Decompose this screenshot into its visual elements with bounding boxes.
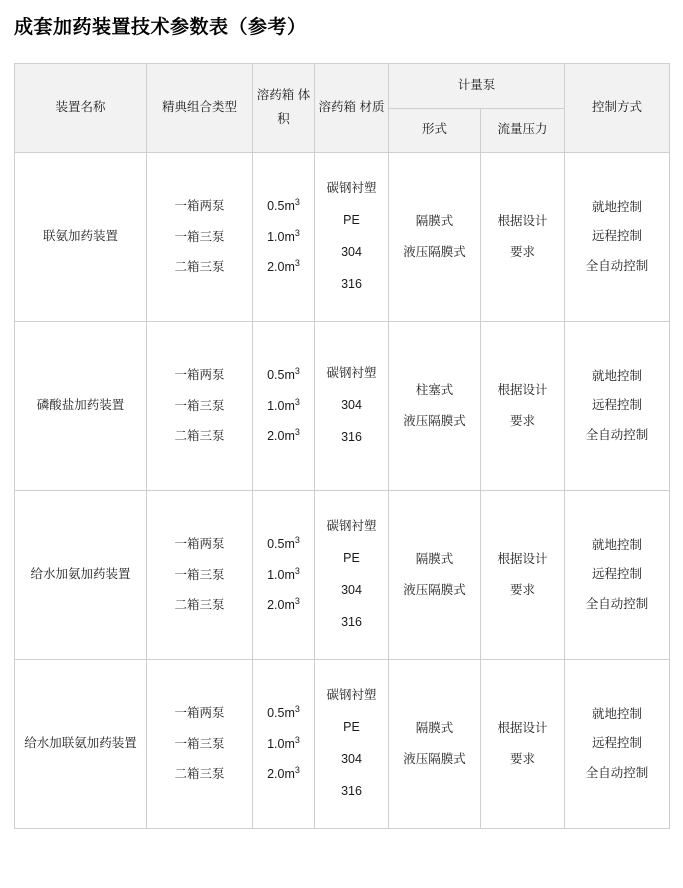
cell-tank-material-line: PE — [343, 720, 360, 735]
cell-combo-type-line: 一箱三泵 — [174, 567, 225, 582]
cell-pump-flow-pressure — [481, 660, 565, 829]
cell-tank-material-line: 304 — [341, 583, 362, 597]
cell-pump-form — [389, 322, 481, 491]
table-header-row-1 — [15, 64, 670, 109]
cell-tank-material-line: 316 — [341, 614, 362, 629]
header-tank-material-line1: 溶药箱 — [318, 100, 356, 115]
cell-pump-form — [389, 153, 481, 322]
cell-combo-type — [147, 153, 253, 322]
cell-control-mode-line: 远程控制 — [592, 229, 643, 244]
cell-tank-material-line: 碳钢衬塑 — [326, 519, 377, 534]
cell-pump-form-line: 液压隔膜式 — [403, 245, 466, 259]
cell-tank-volume — [253, 491, 315, 660]
cell-combo-type-line: 一箱两泵 — [174, 537, 225, 552]
cell-combo-type-line: 一箱三泵 — [174, 736, 225, 751]
cell-pump-form — [389, 491, 481, 660]
cell-control-mode-line: 就地控制 — [592, 706, 643, 721]
header-combo-type: 精典组合类型 — [147, 64, 253, 153]
header-pump-form: 形式 — [389, 108, 481, 153]
cell-tank-volume-line: $2.0m^3$ — [267, 427, 300, 444]
cell-tank-material-line: PE — [343, 551, 360, 566]
cell-combo-type — [147, 322, 253, 491]
cell-control-mode-line: 全自动控制 — [585, 765, 649, 780]
cell-combo-type-line: 二箱三泵 — [174, 598, 225, 613]
cell-pump-flow-pressure — [481, 153, 565, 322]
table-header — [15, 64, 670, 153]
cell-control-mode-line: 全自动控制 — [585, 427, 649, 442]
cell-tank-material — [315, 153, 389, 322]
cell-pump-form-line: 液压隔膜式 — [403, 414, 466, 428]
cell-tank-volume-line: $1.0m^3$ — [267, 734, 300, 751]
cell-tank-material-line: 304 — [341, 245, 362, 259]
spec-table — [14, 63, 670, 829]
header-control-mode: 控制方式 — [565, 64, 670, 153]
cell-tank-material-line: 304 — [341, 752, 362, 766]
cell-control-mode-line: 就地控制 — [592, 199, 643, 214]
cell-combo-type-line: 一箱三泵 — [174, 398, 225, 413]
header-metering-pump: 计量泵 — [389, 64, 565, 109]
cell-tank-material-line: 316 — [341, 276, 362, 291]
table-row — [15, 491, 670, 660]
cell-device-name: 给水加联氨加药装置 — [15, 660, 147, 829]
cell-combo-type-line: 二箱三泵 — [174, 767, 225, 782]
cell-pump-form-line: 隔膜式 — [415, 552, 454, 567]
cell-tank-volume — [253, 322, 315, 491]
cell-combo-type — [147, 491, 253, 660]
cell-tank-material-line: 316 — [341, 783, 362, 798]
header-tank-volume-line1: 溶药箱 — [256, 88, 295, 103]
cell-tank-volume-line: $1.0m^3$ — [267, 565, 300, 582]
cell-control-mode-line: 就地控制 — [592, 537, 643, 552]
cell-tank-volume-line: $1.0m^3$ — [267, 396, 300, 413]
cell-pump-form-line: 柱塞式 — [415, 383, 454, 398]
cell-control-mode — [565, 322, 670, 491]
cell-pump-form — [389, 660, 481, 829]
cell-combo-type-line: 二箱三泵 — [174, 260, 225, 275]
header-pump-flow-pressure: 流量压力 — [481, 108, 565, 153]
cell-tank-material-line: 碳钢衬塑 — [326, 366, 377, 381]
cell-tank-volume-line: $1.0m^3$ — [267, 227, 300, 244]
cell-tank-volume-line: $0.5m^3$ — [267, 534, 300, 552]
cell-combo-type — [147, 660, 253, 829]
header-tank-material-line2: 材质 — [359, 100, 385, 115]
cell-combo-type-line: 二箱三泵 — [174, 429, 225, 444]
cell-control-mode — [565, 660, 670, 829]
header-tank-volume-line2: 体积 — [277, 88, 311, 126]
cell-combo-type-line: 一箱两泵 — [174, 368, 225, 383]
cell-pump-flow-pressure-line: 根据设计 — [497, 214, 548, 229]
cell-pump-flow-pressure-line: 根据设计 — [497, 552, 548, 567]
header-tank-volume — [253, 64, 315, 153]
cell-pump-flow-pressure-line: 根据设计 — [497, 383, 548, 398]
cell-tank-material-line: 碳钢衬塑 — [326, 688, 377, 703]
cell-device-name: 磷酸盐加药装置 — [15, 322, 147, 491]
header-device-name: 装置名称 — [15, 64, 147, 153]
cell-control-mode-line: 远程控制 — [592, 736, 643, 751]
table-row — [15, 153, 670, 322]
cell-combo-type-line: 一箱两泵 — [174, 199, 225, 214]
cell-tank-material-line: 304 — [341, 398, 362, 413]
cell-control-mode-line: 远程控制 — [592, 398, 643, 413]
header-tank-material — [315, 64, 389, 153]
cell-tank-material-line: 碳钢衬塑 — [326, 181, 377, 196]
cell-tank-volume — [253, 660, 315, 829]
cell-tank-material-line: PE — [343, 213, 360, 228]
cell-combo-type-line: 一箱两泵 — [174, 706, 225, 721]
cell-tank-volume-line: $2.0m^3$ — [267, 258, 300, 275]
cell-pump-flow-pressure-line: 要求 — [510, 414, 536, 428]
cell-control-mode-line: 远程控制 — [592, 567, 643, 582]
table-row — [15, 660, 670, 829]
cell-pump-flow-pressure-line: 要求 — [510, 583, 536, 597]
cell-tank-volume-line: $0.5m^3$ — [267, 703, 300, 721]
table-body — [15, 153, 670, 829]
page-title: 成套加药装置技术参数表（参考） — [14, 17, 307, 38]
cell-pump-form-line: 液压隔膜式 — [403, 583, 466, 597]
cell-pump-flow-pressure-line: 要求 — [510, 245, 536, 259]
cell-pump-form-line: 液压隔膜式 — [403, 752, 466, 766]
cell-pump-flow-pressure — [481, 322, 565, 491]
cell-tank-material — [315, 491, 389, 660]
cell-tank-material — [315, 322, 389, 491]
cell-control-mode — [565, 491, 670, 660]
cell-device-name: 给水加氨加药装置 — [15, 491, 147, 660]
cell-control-mode-line: 就地控制 — [592, 368, 643, 383]
cell-tank-material — [315, 660, 389, 829]
cell-control-mode-line: 全自动控制 — [585, 258, 649, 273]
cell-tank-volume-line: $2.0m^3$ — [267, 765, 300, 782]
cell-tank-material-line: 316 — [341, 429, 362, 444]
cell-pump-form-line: 隔膜式 — [415, 214, 454, 229]
cell-control-mode — [565, 153, 670, 322]
cell-tank-volume-line: $0.5m^3$ — [267, 365, 300, 383]
cell-device-name: 联氨加药装置 — [15, 153, 147, 322]
cell-pump-flow-pressure-line: 要求 — [510, 752, 536, 766]
cell-pump-flow-pressure — [481, 491, 565, 660]
cell-control-mode-line: 全自动控制 — [585, 596, 649, 611]
cell-pump-flow-pressure-line: 根据设计 — [497, 721, 548, 736]
cell-tank-volume-line: $0.5m^3$ — [267, 196, 300, 214]
cell-tank-volume — [253, 153, 315, 322]
cell-pump-form-line: 隔膜式 — [415, 721, 454, 736]
table-row — [15, 322, 670, 491]
cell-combo-type-line: 一箱三泵 — [174, 229, 225, 244]
cell-tank-volume-line: $2.0m^3$ — [267, 596, 300, 613]
